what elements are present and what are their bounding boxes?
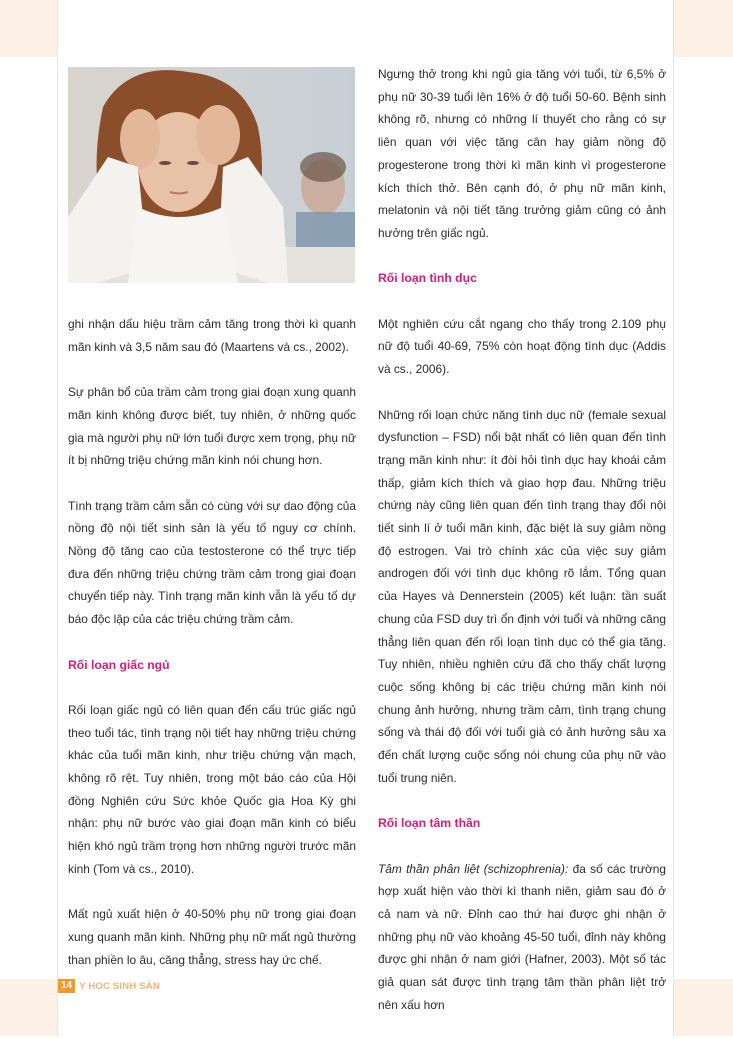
paragraph: Tình trạng trầm cảm sẵn có cùng với sự dao động của nồng độ nội tiết sinh sản là yếu tố nguy cơ chính. Nồng độ tăng cao của testosterone có thể trực tiếp đưa đến những triệu chứng trầm cảm trong giai đoạn chuyển tiếp này. Tình trạng mãn kinh vẫn là yếu tố dự báo độc lập của các triệu chứng trầm cảm. [68,498,356,627]
paragraph [378,858,666,1017]
paragraph: ghi nhận dấu hiệu trầm cảm tăng trong thời kì quanh mãn kinh và 3,5 năm sau đó (Maartens và cs., 2002). [68,317,356,354]
right-margin-line [673,0,674,1036]
paragraph: Mất ngủ xuất hiện ở 40-50% phụ nữ trong giai đoạn xung quanh mãn kinh. Những phụ nữ mất ngủ thường than phiền lo âu, căng thẳng, stress hay ức chế. [68,907,356,967]
photo-stressed-woman [68,67,355,283]
paragraph: Ngưng thở trong khi ngủ gia tăng với tuổi, từ 6,5% ở phụ nữ 30-39 tuổi lên 16% ở độ tuổi 50-60. Bệnh sinh không rõ, nhưng có những lí thuyết cho rằng có sự liên quan với việc tăng cân hay giảm nồng độ progesterone trong thời kì mãn kinh vì progesterone kích thích thở. Bên cạnh đó, ở phụ nữ mãn kinh, melatonin và nội tiết tăng trưởng giảm cũng có ảnh hưởng trên giấc ngủ. [378,67,666,240]
left-text-column [68,313,356,994]
left-margin-line [57,0,58,1036]
page-number: 14 [58,979,75,993]
paragraph: Một nghiên cứu cắt ngang cho thấy trong 2.109 phụ nữ độ tuổi 40-69, 75% còn hoạt động tình dục (Addis và cs., 2006). [378,316,666,377]
paragraph: Rối loạn giấc ngủ có liên quan đến cấu trúc giấc ngủ theo tuổi tác, tình trạng nội tiết hay những triệu chứng khác của tuổi mãn kinh, như triệu chứng vận mạch, không rõ rệt. Tuy nhiên, trong một báo cáo của Hội đồng Nghiên cứu Sức khỏe Quốc gia Hoa Kỳ ghi nhận: phụ nữ bước vào giai đoạn mãn kinh có biểu hiện khó ngủ trầm trọng hơn những người trước mãn kinh (Tom và cs., 2010). [68,702,356,876]
section-heading-sleep: Rối loạn giấc ngủ [68,657,170,672]
paragraph-text: đa số các trường hợp xuất hiện vào thời kì thanh niên, giảm sau đó ở cả nam và nữ. Đỉnh cao thứ hai được ghi nhận ở những phụ nữ vào khoảng 45-50 tuổi, đỉnh này không được ghi nhận ở nam giới (Hafner, 2003). Một số tác giả quan sát được tình trạng tâm thần phân liệt trở nên xấu hơn [378,861,667,1012]
paragraph: Những rối loạn chức năng tình dục nữ (female sexual dysfunction – FSD) nổi bật nhất có liên quan đến tình trạng mãn kinh như: ít đòi hỏi tình dục hay khoái cảm thấp, giảm kích thích và giao hợp đau. Những triệu chứng này cũng liên quan đến tình trạng thay đổi nội tiết sinh lí ở tuổi mãn kinh, đặc biệt là suy giảm nồng độ estrogen. Vai trò chính xác của việc suy giảm androgen đối với tình dục không rõ lắm. Tổng quan của Hayes và Dennerstein (2005) kết luận: tần suất chung của FSD duy trì ổn định với tuổi và những căng thẳng liên quan đến rối loạn tình dục có thể gia tăng. Tuy nhiên, nhiều nghiên cứu đã cho thấy chất lượng cuộc sống không bị các triệu chứng mãn kinh nói chung ảnh hưởng, nhưng trầm cảm, tình trạng chung sống và thái độ đối với tuổi già có ảnh hưởng sâu xa đến chất lượng cuộc sống nói chung của phụ nữ vào tuổi trung niên. [378,407,666,785]
page-footer [58,979,160,993]
italic-term: Tâm thần phân liệt (schizophrenia): [378,861,569,876]
section-heading-sexual: Rối loạn tình dục [378,271,477,286]
running-head: Y HỌC SINH SẢN [79,980,160,992]
right-text-column [378,63,666,1039]
section-heading-mental: Rối loạn tâm thần [378,816,481,831]
top-margin-band [0,0,733,57]
paragraph: Sự phân bổ của trầm cảm trong giai đoạn xung quanh mãn kinh không được biết, tuy nhiên, ở những quốc gia mà người phụ nữ lớn tuổi được xem trọng, phụ nữ ít bị những triệu chứng mãn kinh nói chung hơn. [68,385,356,468]
